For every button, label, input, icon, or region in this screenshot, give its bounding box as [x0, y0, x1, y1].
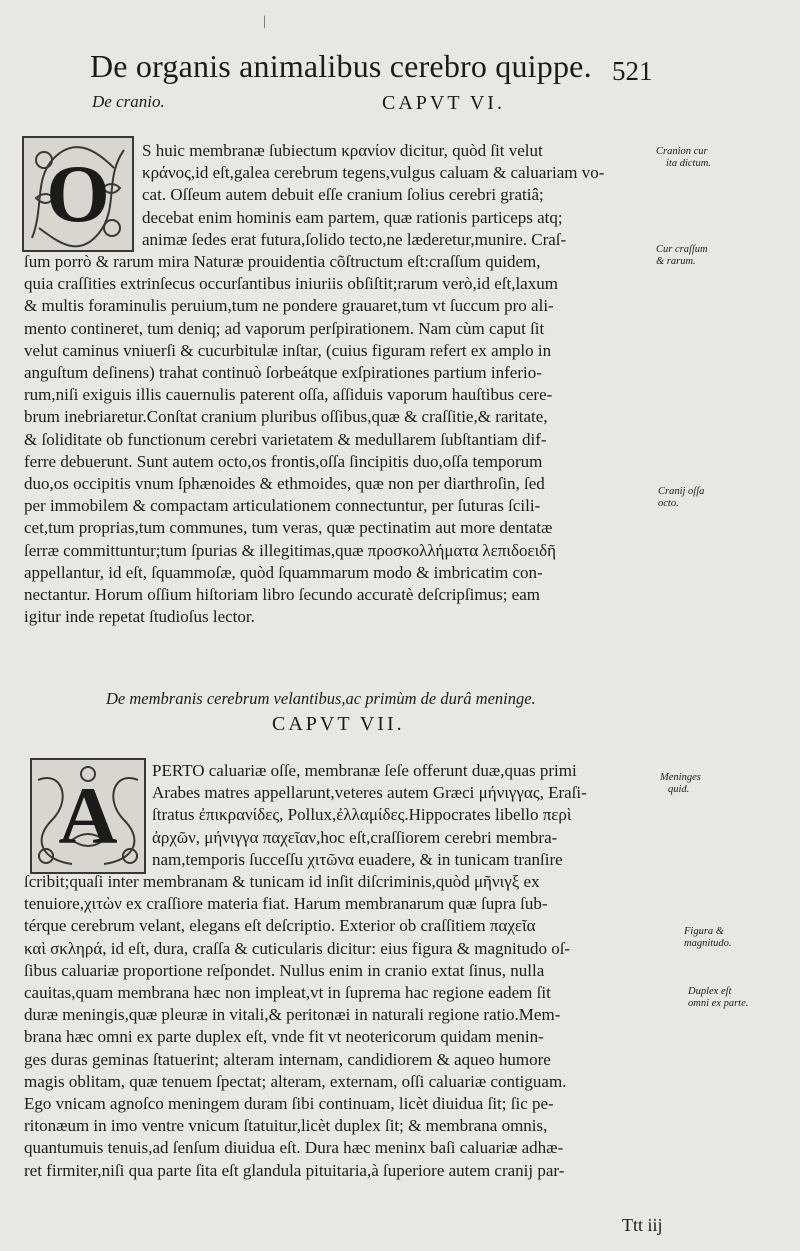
margin-note-line: Cur craſſum: [656, 244, 708, 255]
text-line: animæ ſedes erat futura,ſolido tecto,ne læderetur,munire. Craſ-: [142, 229, 567, 249]
chapter-7-subheading: De membranis cerebrum velantibus,ac primùm de durâ meninge.: [106, 689, 536, 708]
running-head: De organis animalibus cerebro quippe.: [90, 48, 592, 84]
margin-note-line: magnitudo.: [684, 938, 732, 949]
text-line: duræ meningis,quæ pleuræ in vitali,& peritonæi in naturali regione ratio.Mem-: [24, 1005, 561, 1025]
text-line: brana hæc omni ex parte duplex eſt, vnde fit vt neotericorum quidam menin-: [24, 1027, 544, 1047]
chapter-6-text: [24, 140, 654, 628]
text-line: anguſtum deſinens) trahat continuò ſorbeátque exſpirationes partium inferio-: [24, 363, 542, 383]
text-line: igitur inde repetat ſtudioſus lector.: [24, 607, 255, 627]
text-line: magis oblitam, quæ tenuem ſpectat; alteram, externam, oſſi caluariæ contiguam.: [24, 1071, 567, 1091]
text-line: cat. Oſſeum autem debuit eſſe cranium ſolius cerebri gratiâ;: [142, 185, 544, 205]
initial-letter: O: [46, 148, 110, 239]
text-line: cauitas,quam membrana hæc non impleat,vt in ſuprema hac regione eadem ſit: [24, 983, 551, 1003]
text-line: decebat enim hominis eam partem, quæ rationis particeps atq;: [142, 207, 563, 227]
text-line: Ego vnicam agnoſco meningem duram ſibi continuam, licèt diuidua ſit; ſic pe-: [24, 1094, 554, 1114]
text-line: ſibus caluariæ proportione reſpondet. Nullus enim in cranio extat ſinus, nulla: [24, 960, 545, 980]
page-number: 521: [612, 56, 653, 86]
margin-note-line: Cranij oſſa: [658, 486, 705, 497]
initial-letter: A: [58, 770, 118, 861]
text-line: tenuiore,χιτὼν ex craſſiore materia fiat. Harum membranarum quæ ſupra ſub-: [24, 894, 548, 914]
margin-note-line: & rarum.: [656, 256, 696, 267]
text-line: ferre debuerunt. Sunt autem octo,os frontis,oſſa ſincipitis duo,oſſa temporum: [24, 451, 543, 471]
text-line: ges duras geminas ſtatuerint; alteram internam, candidiorem & aqueo humore: [24, 1049, 551, 1069]
signature-mark: Ttt iij: [622, 1215, 663, 1235]
margin-note-line: Figura &: [684, 926, 724, 937]
text-line: ſerræ committuntur;tum ſpurias & illegitimas,quæ προσκολλήματα λεπιδοειδῆ: [24, 540, 557, 560]
margin-note-cranij-ossa: [658, 486, 704, 510]
margin-note-cranion: [656, 146, 711, 170]
text-line: rum,niſi exiguis illis cauernulis paterent oſſa, aſſiduis vaporum hauſtibus cere-: [24, 385, 553, 405]
text-line: nam,temporis ſucceſſu χιτῶνα euadere, & in tunicam tranſire: [152, 849, 563, 869]
chapter-heading: CAPVT VII.: [272, 713, 405, 735]
margin-note-line: Cranion cur: [656, 146, 708, 157]
text-line: nectantur. Horum oſſium hiſtoriam libro ſecundo accuratè deſcripſimus; eam: [24, 585, 540, 605]
text-line: & ſoliditate ob functionum cerebri varietatem & medullarem ſubſtantiam dif-: [24, 429, 547, 449]
text-line: cet,tum proprias,tum communes, tum veras, quæ pectinatim aut more dentatæ: [24, 518, 553, 538]
text-line: mento contineret, tum deniq; ad vaporum perſpirationem. Nam cùm caput ſit: [24, 318, 545, 338]
margin-note-duplex: [688, 986, 748, 1010]
margin-note-line: Duplex eſt: [688, 986, 732, 997]
text-line: per immobilem & compactam articulationem connectuntur, per ſuturas ſcili-: [24, 496, 541, 516]
text-line: térque cerebrum velant, elegans eſt deſcriptio. Exterior ob craſſitiem παχεῖα: [24, 916, 536, 936]
text-line: S huic membranæ ſubiectum κρανίον dicitur, quòd ſit velut: [142, 141, 543, 160]
text-line: & multis foraminulis peruium,tum ne pondere grauaret,tum vt ſuccum pro ali-: [24, 296, 554, 316]
text-line: PERTO caluariæ oſſe, membranæ ſeſe offerunt duæ,quas primi: [152, 761, 577, 780]
margin-note-line: octo.: [658, 498, 679, 509]
stray-ink-mark: |: [263, 14, 266, 29]
margin-note-line: omni ex parte.: [688, 998, 749, 1009]
section-label: De cranio.: [92, 92, 165, 111]
margin-note-line: Meninges: [660, 772, 701, 783]
text-line: κράνος,id eſt,galea cerebrum tegens,vulgus caluam & caluariam vo-: [142, 163, 605, 183]
text-line: appellantur, id eſt, ſquammoſæ, quòd ſquammarum modo & imbricatim con-: [24, 562, 543, 582]
text-line: καὶ σκληρά, id eſt, dura, craſſa & cuticularis dicitur: eius figura & magnitudo oſ-: [24, 938, 571, 958]
text-line: ret firmiter,niſi qua parte ſita eſt glandula pituitaria,à ſuperiore autem cranij par-: [24, 1160, 565, 1180]
margin-note-meninges: [660, 772, 701, 796]
text-line: velut caminus vniuerſi & cucurbitulæ inſtar, (cuius figuram refert ex amplo in: [24, 340, 552, 360]
text-line: ſcribit;quaſi inter membranam & tunicam id inſit diſcriminis,quòd μῆνιγξ ex: [24, 872, 540, 892]
text-line: quantumuis tenuis,ad ſenſum diuidua eſt. Dura hæc meninx baſi caluariæ adhæ-: [24, 1138, 564, 1158]
text-line: duo,os occipitis vnum ſphænoides & ethmoides, quæ non per diarthroſin, ſed: [24, 474, 545, 494]
text-line: quia craſſities extrinſecus occurſantibus iniuriis obſiſtit;rarum verò,id eſt,laxum: [24, 274, 558, 294]
text-line: ſum porrò & rarum mira Naturæ prouidentia cõſtructum eſt:craſſum quidem,: [24, 252, 541, 272]
margin-note-line: ita dictum.: [666, 158, 711, 169]
chapter-heading: CAPVT VI.: [382, 92, 505, 114]
margin-note-figura: [684, 926, 732, 950]
text-line: ſtratus ἐπικρανίδες, Pollux,ἐλλαμίδες.Hippocrates libello περὶ: [152, 805, 572, 825]
margin-note-line: quid.: [668, 784, 690, 795]
text-line: Arabes matres appellarunt,veteres autem Græci μήνιγγας, Eraſi-: [152, 783, 587, 803]
chapter-7-text: [24, 760, 654, 1182]
text-line: ritonæum in imo ventre vnicum ſtatuitur,licèt duplex ſit; & membrana omnis,: [24, 1116, 548, 1136]
text-line: ἀρχῶν, μήνιγγα παχεῖαν,hoc eſt,craſſiorem cerebri membra-: [152, 827, 558, 847]
text-line: brum inebriaretur.Conſtat cranium pluribus oſſibus,quæ & craſſitie,& raritate,: [24, 407, 548, 427]
margin-note-cur-crassum: [656, 244, 708, 268]
